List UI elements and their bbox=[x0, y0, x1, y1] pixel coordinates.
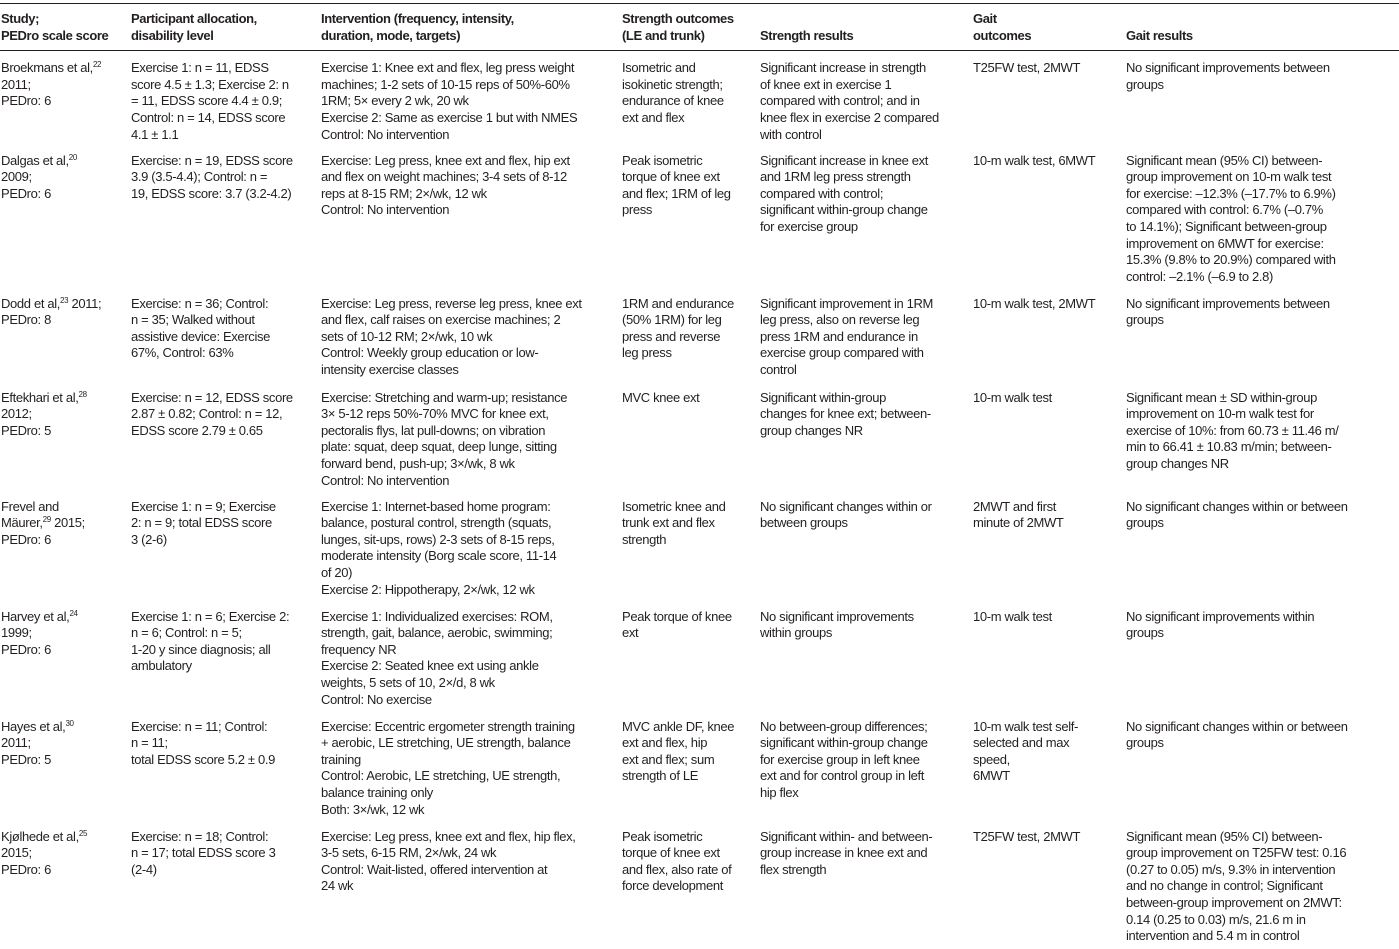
table-row bbox=[0, 710, 1399, 820]
reference-number: 23 bbox=[60, 295, 69, 305]
cell-gait-outcomes: 10-m walk test self- selected and max speed, 6MWT bbox=[973, 718, 1078, 784]
cell-study bbox=[0, 710, 130, 820]
cell-study bbox=[0, 490, 130, 600]
cell-allocation: Exercise: n = 36; Control: n = 35; Walked without assistive device: Exercise 67%, Control: 63% bbox=[131, 295, 271, 361]
cell-allocation: Exercise: n = 11; Control: n = 11; total EDSS score 5.2 ± 0.9 bbox=[131, 718, 275, 767]
cell-strength-outcomes: MVC ankle DF, knee ext and flex, hip ext and flex; sum strength of LE bbox=[622, 718, 735, 784]
cell-study bbox=[0, 144, 130, 287]
cell-study bbox=[0, 51, 130, 144]
header-strength-results: Strength results bbox=[759, 4, 972, 51]
cell-strength-results: No between-group differences; significant within-group change for exercise group in left knee ext and for control group in left hip flex bbox=[760, 718, 928, 801]
study-author: Dalgas et al, bbox=[1, 152, 69, 168]
table-row bbox=[0, 381, 1399, 490]
study-author: Eftekhari et al, bbox=[1, 389, 79, 405]
study-author: Harvey et al, bbox=[1, 608, 70, 624]
header-gait-outcomes: Gait outcomes bbox=[972, 4, 1125, 51]
cell-strength-outcomes: Isometric and isokinetic strength; endurance of knee ext and flex bbox=[622, 60, 724, 125]
cell-gait-results: No significant improvements within groups bbox=[1126, 608, 1315, 641]
study-year-pedro: 2011; PEDro: 5 bbox=[1, 735, 51, 767]
cell-intervention: Exercise: Leg press, knee ext and flex, hip ext and flex on weight machines; 3-4 sets of 8-12 reps at 8-15 RM; 2×/wk, 12 wk Control: No intervention bbox=[321, 152, 570, 218]
header-allocation: Participant allocation, disability level bbox=[130, 4, 320, 51]
cell-gait-outcomes: T25FW test, 2MWT bbox=[973, 60, 1081, 76]
cell-gait-results: No significant changes within or between groups bbox=[1126, 498, 1348, 531]
cell-gait-outcomes: 10-m walk test bbox=[973, 389, 1052, 405]
cell-strength-outcomes: Peak torque of knee ext bbox=[622, 608, 732, 641]
cell-gait-results: Significant mean ± SD within-group improvement on 10-m walk test for exercise of 10%: from 60.73 ± 11.46 m/ min to 66.41 ± 10.83 m/min; between- group changes NR bbox=[1126, 389, 1339, 472]
cell-allocation: Exercise 1: n = 9; Exercise 2: n = 9; total EDSS score 3 (2-6) bbox=[131, 498, 276, 547]
cell-strength-results: Significant increase in knee ext and 1RM leg press strength compared with control; significant within-group change for exercise group bbox=[760, 152, 929, 235]
cell-strength-outcomes: Isometric knee and trunk ext and flex strength bbox=[622, 498, 726, 547]
table-row bbox=[0, 51, 1399, 144]
cell-gait-outcomes: 2MWT and first minute of 2MWT bbox=[973, 498, 1064, 531]
cell-intervention: Exercise: Eccentric ergometer strength training + aerobic, LE stretching, UE strength, balance training Control: Aerobic, LE stretching, UE strength, balance training only Both: 3×/wk, 12 wk bbox=[321, 718, 575, 817]
cell-gait-results: No significant changes within or between groups bbox=[1126, 718, 1348, 751]
cell-strength-outcomes: Peak isometric torque of knee ext and flex, also rate of force development bbox=[622, 828, 732, 894]
reference-number: 24 bbox=[69, 608, 78, 618]
study-author: Frevel and Mäurer, bbox=[1, 498, 59, 531]
reference-number: 30 bbox=[65, 718, 74, 728]
reference-number: 28 bbox=[78, 389, 87, 399]
cell-intervention: Exercise: Leg press, reverse leg press, knee ext and flex, calf raises on exercise machines; 2 sets of 10-12 RM; 2×/wk, 10 wk Control: Weekly group education or low- intensity exercise classes bbox=[321, 295, 582, 378]
cell-gait-results: Significant mean (95% CI) between- group improvement on 10-m walk test for exercise: –12.3% (–17.7% to 6.9%) compared with control: 6.7% (–0.7% to 14.1%); Significant between-group improvement on 6MWT for exercise: 15.3% (9.8% to 20.9%) compared with control: –2.1% (–6.9 to 2.8) bbox=[1126, 152, 1336, 284]
header-gait-results: Gait results bbox=[1125, 4, 1399, 51]
reference-number: 22 bbox=[92, 60, 102, 70]
cell-strength-results: No significant changes within or between groups bbox=[760, 498, 932, 531]
cell-gait-outcomes: 10-m walk test bbox=[973, 608, 1052, 624]
cell-gait-outcomes: 10-m walk test, 6MWT bbox=[973, 152, 1096, 168]
cell-intervention: Exercise: Stretching and warm-up; resistance 3× 5-12 reps 50%-70% MVC for knee ext, pectoralis flys, lat pull-downs; on vibration plate: squat, deep squat, deep lunge, sitting forward bend, push-up; 3×/wk, 8 wk Control: No intervention bbox=[321, 389, 568, 488]
cell-study bbox=[0, 600, 130, 710]
header-strength-outcomes: Strength outcomes (LE and trunk) bbox=[621, 4, 759, 51]
cell-allocation: Exercise: n = 12, EDSS score 2.87 ± 0.82; Control: n = 12, EDSS score 2.79 ± 0.65 bbox=[131, 389, 293, 438]
table-row bbox=[0, 490, 1399, 600]
header-row bbox=[0, 4, 1399, 51]
table-row bbox=[0, 820, 1399, 945]
cell-strength-outcomes: Peak isometric torque of knee ext and flex; 1RM of leg press bbox=[622, 152, 731, 218]
cell-strength-results: Significant improvement in 1RM leg press, also on reverse leg press 1RM and endurance in exercise group compared with control bbox=[760, 295, 934, 378]
study-year-pedro: 2011; PEDro: 6 bbox=[1, 76, 51, 109]
cell-allocation: Exercise: n = 19, EDSS score 3.9 (3.5-4.4); Control: n = 19, EDSS score: 3.7 (3.2-4.2) bbox=[131, 152, 293, 201]
cell-intervention: Exercise: Leg press, knee ext and flex, hip flex, 3-5 sets, 6-15 RM, 2×/wk, 24 wk Control: Wait-listed, offered intervention at 24 wk bbox=[321, 828, 576, 894]
reference-number: 25 bbox=[78, 828, 88, 838]
study-table bbox=[0, 3, 1399, 945]
cell-intervention: Exercise 1: Individualized exercises: ROM, strength, gait, balance, aerobic, swimming; frequency NR Exercise 2: Seated knee ext using ankle weights, 5 sets of 10, 2×/d, 8 wk Control: No exercise bbox=[321, 608, 553, 707]
table-row bbox=[0, 287, 1399, 381]
study-author: Dodd et al, bbox=[1, 295, 61, 311]
cell-gait-results: Significant mean (95% CI) between- group improvement on T25FW test: 0.16 (0.27 to 0.05) m/s, 9.3% in intervention and no change in control; Significant between-group improvement on 2MWT: 0.14 (0.25 to 0.03) m/s, 21.6 m in intervention and 5.4 m in control bbox=[1126, 828, 1347, 944]
cell-intervention: Exercise 1: Internet-based home program: balance, postural control, strength (squats, lunges, sit-ups, rows) 2-3 sets of 8-15 reps, moderate intensity (Borg scale score, 11-14 of 20) Exercise 2: Hippotherapy, 2×/wk, 12 wk bbox=[321, 498, 557, 597]
cell-strength-outcomes: 1RM and endurance (50% 1RM) for leg press and reverse leg press bbox=[622, 295, 734, 361]
cell-allocation: Exercise 1: n = 6; Exercise 2: n = 6; Control: n = 5; 1-20 y since diagnosis; all ambulatory bbox=[131, 608, 290, 674]
study-year-pedro: 1999; PEDro: 6 bbox=[1, 625, 51, 657]
study-year-pedro: 2015; PEDro: 6 bbox=[1, 845, 51, 877]
cell-gait-outcomes: T25FW test, 2MWT bbox=[973, 828, 1081, 844]
cell-strength-outcomes: MVC knee ext bbox=[622, 389, 700, 405]
cell-strength-results: Significant increase in strength of knee ext in exercise 1 compared with control; and in knee flex in exercise 2 compared with control bbox=[760, 60, 939, 142]
header-study: Study; PEDro scale score bbox=[0, 4, 130, 51]
study-author: Hayes et al, bbox=[1, 718, 66, 734]
cell-strength-results: Significant within-group changes for knee ext; between- group changes NR bbox=[760, 389, 931, 438]
cell-gait-outcomes: 10-m walk test, 2MWT bbox=[973, 295, 1096, 311]
study-author: Broekmans et al, bbox=[1, 60, 93, 76]
table-row bbox=[0, 144, 1399, 287]
study-year-pedro: 2015; PEDro: 6 bbox=[1, 515, 85, 547]
study-year-pedro: 2009; PEDro: 6 bbox=[1, 169, 51, 201]
cell-allocation: Exercise 1: n = 11, EDSS score 4.5 ± 1.3; Exercise 2: n = 11, EDSS score 4.4 ± 0.9; Control: n = 14, EDSS score 4.1 ± 1.1 bbox=[131, 60, 289, 142]
table-row bbox=[0, 600, 1399, 710]
study-year-pedro: 2012; PEDro: 5 bbox=[1, 406, 51, 438]
cell-intervention: Exercise 1: Knee ext and flex, leg press weight machines; 1-2 sets of 10-15 reps of 50%-60% 1RM; 5× every 2 wk, 20 wk Exercise 2: Same as exercise 1 but with NMES Control: No intervention bbox=[321, 60, 578, 142]
reference-number: 29 bbox=[42, 515, 51, 525]
cell-study bbox=[0, 381, 130, 490]
cell-strength-results: Significant within- and between- group increase in knee ext and flex strength bbox=[760, 828, 933, 877]
study-author: Kjølhede et al, bbox=[1, 828, 79, 844]
cell-allocation: Exercise: n = 18; Control: n = 17; total EDSS score 3 (2-4) bbox=[131, 828, 276, 877]
cell-strength-results: No significant improvements within groups bbox=[760, 608, 914, 641]
cell-gait-results: No significant improvements between groups bbox=[1126, 60, 1330, 92]
reference-number: 20 bbox=[68, 152, 77, 162]
header-intervention: Intervention (frequency, intensity, duration, mode, targets) bbox=[320, 4, 621, 51]
cell-study bbox=[0, 287, 130, 381]
study-year-pedro: 2011; PEDro: 8 bbox=[1, 295, 102, 328]
cell-gait-results: No significant improvements between groups bbox=[1126, 295, 1330, 328]
cell-study bbox=[0, 820, 130, 945]
